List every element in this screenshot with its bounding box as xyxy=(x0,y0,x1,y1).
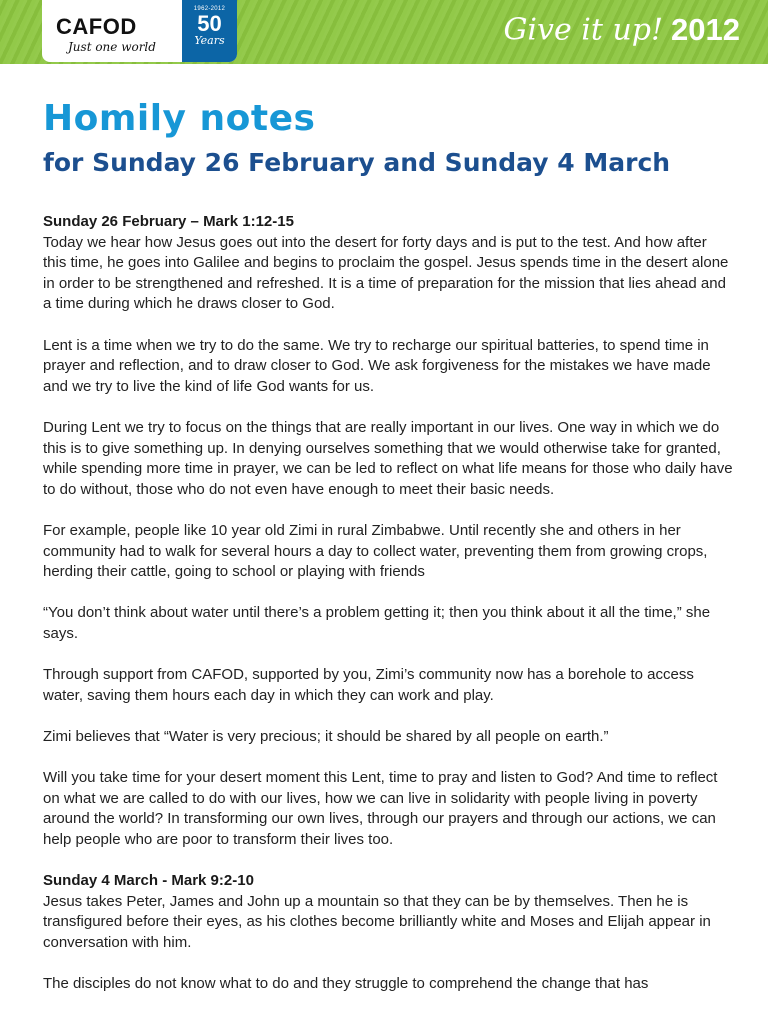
section-heading: Sunday 4 March - Mark 9:2-10 xyxy=(43,872,254,889)
paragraph: Through support from CAFOD, supported by you, Zimi’s community now has a borehole to access water, saving them hours each day in which they can work and play. xyxy=(43,666,694,704)
section-heading: Sunday 26 February – Mark 1:12-15 xyxy=(43,213,294,230)
paragraph: For example, people like 10 year old Zimi in rural Zimbabwe. Until recently she and others in her community had to walk for several hours a day to collect water, preventing them from growing crops, herding their cattle, going to school or playing with friends xyxy=(43,521,708,581)
badge-word: Years xyxy=(194,34,225,47)
page-subtitle: for Sunday 26 February and Sunday 4 March xyxy=(43,148,671,177)
campaign-slogan: Give it up! xyxy=(503,12,664,48)
badge-number: 50 xyxy=(197,11,222,36)
header-banner xyxy=(0,0,768,64)
paragraph: “You don’t think about water until there’s a problem getting it; then you think about it all the time,” she says. xyxy=(43,604,711,642)
logo-tagline: Just one world xyxy=(68,40,156,54)
paragraph: Jesus takes Peter, James and John up a mountain so that they can be by themselves. Then he is transfigured before their eyes, as his clothes become brilliantly white and Moses and Elijah appear in conversation with him. xyxy=(43,892,711,951)
homily-body xyxy=(43,212,733,1015)
paragraph: The disciples do not know what to do and they struggle to comprehend the change that has xyxy=(43,974,649,992)
paragraph: During Lent we try to focus on the things that are really important in our lives. One way in which we do this is to give something up. In denying ourselves something that we would otherwise take for granted, while spending more time in prayer, we can be led to reflect on what life means for those who daily have to do without, those who do not even have enough to meet their basic needs. xyxy=(43,418,733,498)
paragraph: Lent is a time when we try to do the same. We try to recharge our spiritual batteries, to spend time in prayer and reflection, and to draw closer to God. We ask forgiveness for the mistakes we have made and we try to live the kind of life God wants for us. xyxy=(43,336,711,395)
paragraph: Today we hear how Jesus goes out into the desert for forty days and is put to the test. And how after this time, he goes into Galilee and begins to proclaim the gospel. Jesus spends time in the desert alone in order to be strengthened and refreshed. It is a time of preparation for the mission that lies ahead and a time during which he draws closer to God. xyxy=(43,233,729,313)
page-title: Homily notes xyxy=(43,98,316,139)
paragraph: Will you take time for your desert moment this Lent, time to pray and listen to God? And time to reflect on what we are called to do with our lives, how we can live in solidarity with people living in poverty around the world? In transforming our own lives, through our prayers and through our actions, we can help people who are poor to transform their lives too. xyxy=(43,769,718,848)
logo-name: CAFOD xyxy=(56,14,137,39)
cafod-logo[interactable] xyxy=(42,0,237,62)
campaign-logo xyxy=(503,12,740,48)
badge-years-range: 1962-2012 xyxy=(193,6,226,12)
campaign-year: 2012 xyxy=(671,12,740,47)
paragraph: Zimi believes that “Water is very precious; it should be shared by all people on earth.” xyxy=(43,727,609,745)
anniversary-badge xyxy=(182,0,237,62)
